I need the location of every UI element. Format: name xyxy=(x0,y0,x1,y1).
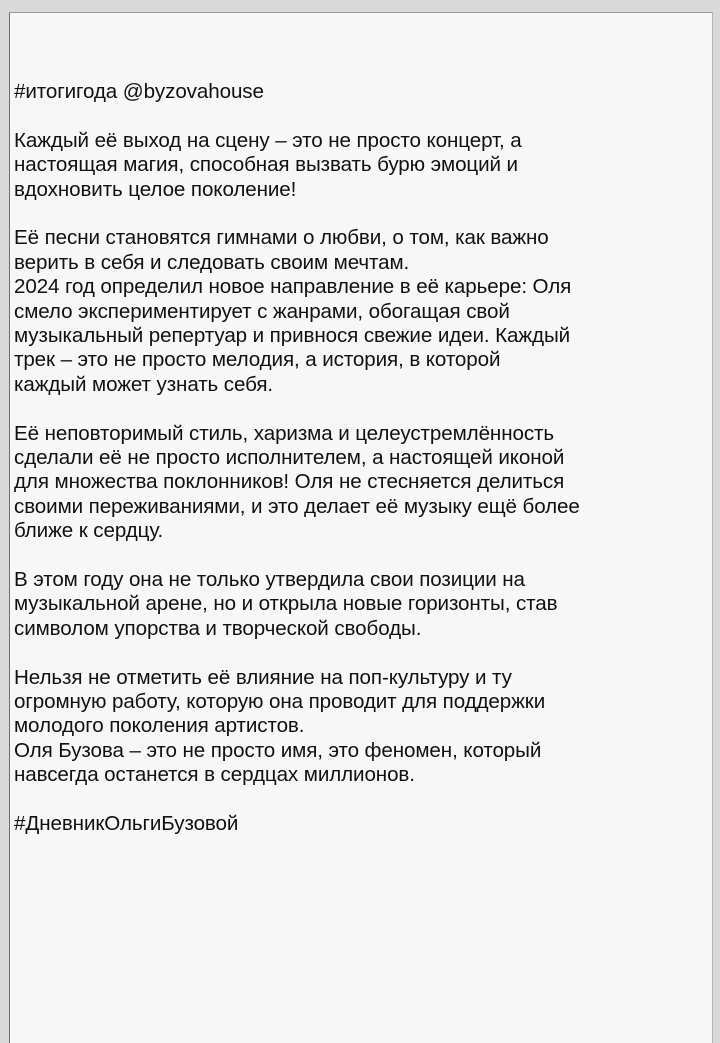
text-line: музыкальный репертуар и привнося свежие идеи. Каждый xyxy=(14,324,571,348)
text-line: верить в себя и следовать своим мечтам. xyxy=(14,250,410,274)
text-line: Её песни становятся гимнами о любви, о том, как важно xyxy=(14,226,549,250)
paragraph-2 xyxy=(14,226,714,397)
paragraph-gap xyxy=(14,202,714,226)
text-line: Каждый её выход на сцену – это не просто концерт, а xyxy=(14,128,522,152)
text-line: Нельзя не отметить её влияние на поп-культуру и ту xyxy=(14,665,512,689)
text-line: 2024 год определил новое направление в её карьере: Оля xyxy=(14,275,572,299)
paragraph-gap xyxy=(14,641,714,665)
text-line: каждый может узнать себя. xyxy=(14,372,274,396)
text-line: музыкальной арене, но и открыла новые горизонты, став xyxy=(14,592,558,616)
paragraph-gap xyxy=(14,544,714,568)
text-line: для множества поклонников! Оля не стесняется делиться xyxy=(14,470,565,494)
text-line: В этом году она не только утвердила свои позиции на xyxy=(14,568,525,592)
text-line: своими переживаниями, и это делает её музыку ещё более xyxy=(14,494,580,518)
text-line: навсегда останется в сердцах миллионов. xyxy=(14,763,415,787)
text-line: Её неповторимый стиль, харизма и целеустремлённость xyxy=(14,421,554,445)
paragraph-1 xyxy=(14,129,714,202)
post-text xyxy=(14,80,714,837)
paragraph-gap xyxy=(14,397,714,421)
text-line: символом упорства и творческой свободы. xyxy=(14,616,422,640)
footer-hashtag: #ДневникОльгиБузовой xyxy=(14,812,239,836)
text-line: Оля Бузова – это не просто имя, это феномен, который xyxy=(14,738,542,762)
paragraph-4 xyxy=(14,568,714,641)
text-line: огромную работу, которую она проводит для поддержки xyxy=(14,690,546,714)
text-line: молодого поколения артистов. xyxy=(14,714,305,738)
header-hashtags: #итогигода @byzovahouse xyxy=(14,80,264,103)
paragraph-gap xyxy=(14,788,714,812)
text-document-page xyxy=(9,12,713,1043)
text-line: смело экспериментирует с жанрами, обогащая свой xyxy=(14,299,510,323)
paragraph-5 xyxy=(14,666,714,788)
paragraph-gap xyxy=(14,104,714,128)
text-line: трек – это не просто мелодия, а история, в которой xyxy=(14,348,501,372)
text-line: сделали её не просто исполнителем, а настоящей иконой xyxy=(14,446,565,470)
text-line: настоящая магия, способная вызвать бурю эмоций и xyxy=(14,153,518,177)
text-line: вдохновить целое поколение! xyxy=(14,177,297,201)
paragraph-3 xyxy=(14,422,714,544)
text-line: ближе к сердцу. xyxy=(14,519,164,543)
